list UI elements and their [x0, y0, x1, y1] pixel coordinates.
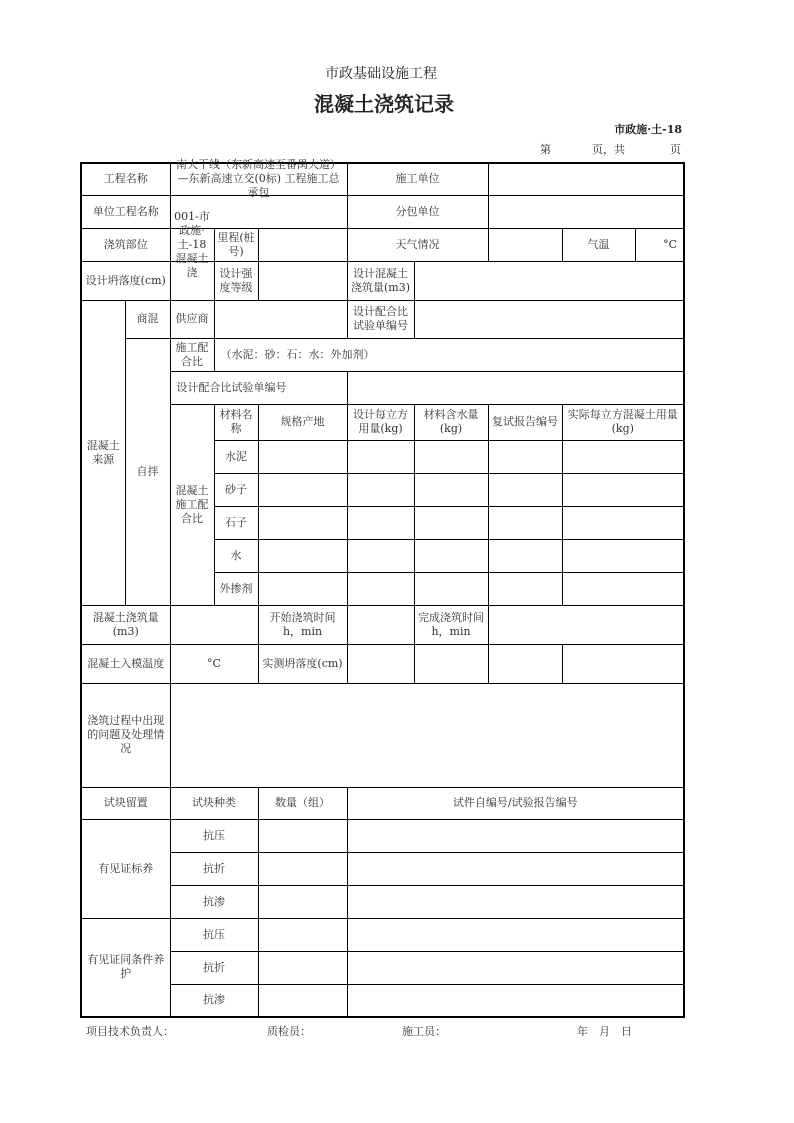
design-report-label: 设计配合比试验单编号	[170, 371, 347, 404]
material-row-label: 石子	[214, 506, 258, 539]
mileage-label: 里程(桩号)	[214, 228, 258, 261]
issues-value[interactable]	[170, 683, 684, 787]
material-cell[interactable]	[347, 473, 414, 506]
design-report-value[interactable]	[347, 371, 684, 404]
material-cell[interactable]	[258, 506, 347, 539]
unit-project-label: 单位工程名称	[81, 195, 170, 228]
material-cell[interactable]	[414, 572, 488, 605]
material-row-label: 水泥	[214, 440, 258, 473]
actual-usage-header: 实际每立方混凝土用量(kg)	[562, 404, 684, 440]
mix-ratio-group-label: 混凝土施工配合比	[170, 404, 214, 605]
temperature-label: 气温	[562, 228, 635, 261]
specimen-label: 试块留置	[81, 787, 170, 819]
specimen-type: 抗压	[170, 819, 258, 852]
contractor-value[interactable]	[488, 163, 684, 195]
pour-part-label: 浇筑部位	[81, 228, 170, 261]
material-cell[interactable]	[488, 539, 562, 572]
blank-cell[interactable]	[562, 644, 684, 683]
material-cell[interactable]	[488, 506, 562, 539]
retest-report-header: 复试报告编号	[488, 404, 562, 440]
measured-slump-label: 实测坍落度(cm)	[258, 644, 347, 683]
issues-label: 浇筑过程中出现的问题及处理情况	[81, 683, 170, 787]
specimen-type: 抗渗	[170, 984, 258, 1017]
specimen-id-cell[interactable]	[347, 819, 684, 852]
specimen-id-cell[interactable]	[347, 852, 684, 885]
specimen-type: 抗折	[170, 852, 258, 885]
pour-part-value[interactable]: 001-市政施·土-18混凝土浇	[170, 228, 214, 261]
design-strength-value[interactable]	[258, 261, 347, 300]
form-title: 混凝土浇筑记录	[314, 92, 454, 116]
form-code: 市政施·土-18	[614, 123, 682, 136]
blank-cell[interactable]	[414, 644, 488, 683]
material-cell[interactable]	[562, 572, 684, 605]
material-cell[interactable]	[258, 539, 347, 572]
tech-lead-signature: 项目技术负责人：	[86, 1025, 174, 1038]
specimen-id-header: 试件自编号/试验报告编号	[347, 787, 684, 819]
material-cell[interactable]	[258, 473, 347, 506]
pour-qty-label: 混凝土浇筑量(m3)	[81, 605, 170, 644]
specimen-type: 抗渗	[170, 885, 258, 918]
material-row-label: 外掺剂	[214, 572, 258, 605]
moisture-header: 材料含水量(kg)	[414, 404, 488, 440]
specimen-id-cell[interactable]	[347, 885, 684, 918]
date-field: 年 月 日	[577, 1025, 632, 1038]
weather-value[interactable]	[488, 228, 562, 261]
design-slump-label: 设计坍落度(cm)	[81, 261, 170, 300]
material-cell[interactable]	[562, 473, 684, 506]
mold-temp-label: 混凝土入模温度	[81, 644, 170, 683]
specimen-type: 抗压	[170, 918, 258, 951]
pour-record-table	[80, 158, 685, 1018]
specimen-count-cell[interactable]	[258, 984, 347, 1017]
project-name-label: 工程名称	[81, 163, 170, 195]
ready-mix-label: 商混	[125, 300, 170, 338]
material-cell[interactable]	[414, 539, 488, 572]
start-time-label: 开始浇筑时间 h，min	[258, 605, 347, 644]
self-mix-label: 自拌	[125, 338, 170, 605]
spec-origin-header: 规格产地	[258, 404, 347, 440]
material-cell[interactable]	[347, 539, 414, 572]
end-time-value[interactable]	[488, 605, 684, 644]
measured-slump-value[interactable]	[347, 644, 414, 683]
design-volume-value[interactable]	[414, 261, 684, 300]
specimen-count-cell[interactable]	[258, 918, 347, 951]
qc-signature: 质检员：	[267, 1025, 311, 1038]
specimen-count-cell[interactable]	[258, 852, 347, 885]
material-cell[interactable]	[488, 572, 562, 605]
witness-standard-label: 有见证标养	[81, 819, 170, 918]
material-row-label: 砂子	[214, 473, 258, 506]
specimen-type: 抗折	[170, 951, 258, 984]
material-cell[interactable]	[414, 473, 488, 506]
temperature-value[interactable]: °C	[635, 228, 684, 261]
specimen-id-cell[interactable]	[347, 918, 684, 951]
mileage-value[interactable]	[258, 228, 347, 261]
specimen-type-header: 试块种类	[170, 787, 258, 819]
material-cell[interactable]	[258, 572, 347, 605]
ready-mix-report-value[interactable]	[414, 300, 684, 338]
material-name-header: 材料名称	[214, 404, 258, 440]
specimen-count-cell[interactable]	[258, 885, 347, 918]
end-time-label: 完成浇筑时间 h，min	[414, 605, 488, 644]
concrete-source-label: 混凝土来源	[81, 300, 125, 605]
material-cell[interactable]	[488, 440, 562, 473]
supplier-label: 供应商	[170, 300, 214, 338]
supplier-value[interactable]	[214, 300, 347, 338]
witness-same-label: 有见证同条件养护	[81, 918, 170, 1017]
weather-label: 天气情况	[347, 228, 488, 261]
page-of-label: 页，共	[592, 143, 625, 156]
material-cell[interactable]	[414, 440, 488, 473]
worker-signature: 施工员：	[402, 1025, 446, 1038]
page-end-label: 页	[670, 143, 681, 156]
ready-mix-report-label: 设计配合比试验单编号	[347, 300, 414, 338]
material-cell[interactable]	[347, 506, 414, 539]
blank-cell[interactable]	[488, 644, 562, 683]
material-cell[interactable]	[562, 440, 684, 473]
project-name-value[interactable]: 南大干线（东新高速至番禺大道）—东新高速立交(0标) 工程施工总承包	[170, 163, 347, 195]
material-cell[interactable]	[414, 506, 488, 539]
org-header: 市政基础设施工程	[325, 66, 437, 82]
material-cell[interactable]	[488, 473, 562, 506]
subcontractor-label: 分包单位	[347, 195, 488, 228]
specimen-count-cell[interactable]	[258, 951, 347, 984]
material-row-label: 水	[214, 539, 258, 572]
design-volume-label: 设计混凝土浇筑量(m3)	[347, 261, 414, 300]
specimen-id-cell[interactable]	[347, 951, 684, 984]
specimen-count-cell[interactable]	[258, 819, 347, 852]
material-cell[interactable]	[258, 440, 347, 473]
specimen-id-cell[interactable]	[347, 984, 684, 1017]
design-usage-header: 设计每立方用量(kg)	[347, 404, 414, 440]
material-cell[interactable]	[562, 539, 684, 572]
construction-ratio-label: 施工配合比	[170, 338, 214, 371]
construction-ratio-value[interactable]: （水泥：砂：石：水：外加剂）	[214, 338, 684, 371]
start-time-value[interactable]	[347, 605, 414, 644]
design-strength-label: 设计强度等级	[214, 261, 258, 300]
subcontractor-value[interactable]	[488, 195, 684, 228]
material-cell[interactable]	[347, 440, 414, 473]
material-cell[interactable]	[562, 506, 684, 539]
specimen-count-header: 数量（组）	[258, 787, 347, 819]
pour-qty-value[interactable]	[170, 605, 258, 644]
material-cell[interactable]	[347, 572, 414, 605]
mold-temp-value[interactable]: °C	[170, 644, 258, 683]
page-number-label: 第	[540, 143, 551, 156]
contractor-label: 施工单位	[347, 163, 488, 195]
